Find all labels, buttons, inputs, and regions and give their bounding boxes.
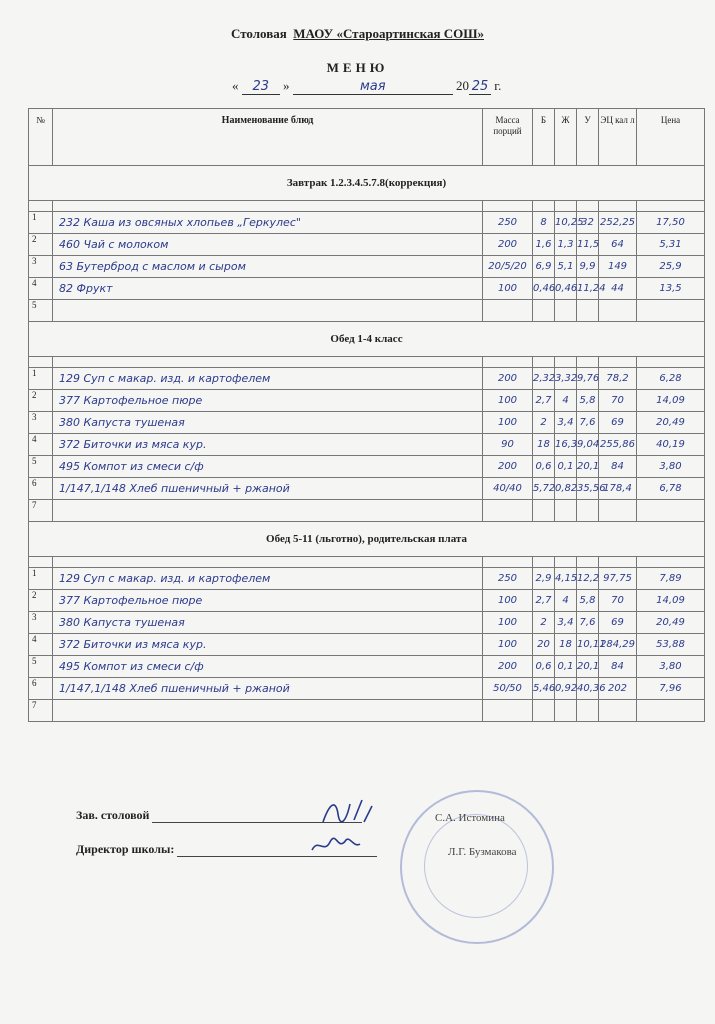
spacer-cell bbox=[555, 357, 577, 368]
cell-mass: 100 bbox=[483, 412, 533, 434]
cell-kcal: 69 bbox=[599, 412, 637, 434]
cell-kcal bbox=[599, 500, 637, 522]
cell-kcal: 84 bbox=[599, 456, 637, 478]
table-row bbox=[29, 300, 705, 322]
school-stamp bbox=[400, 790, 554, 944]
cell-zh: 3,32 bbox=[555, 368, 577, 390]
cell-b: 2,7 bbox=[533, 390, 555, 412]
cell-u: 5,8 bbox=[577, 590, 599, 612]
cell-b: 18 bbox=[533, 434, 555, 456]
cell-kcal bbox=[599, 700, 637, 722]
cell-b: 1,6 bbox=[533, 234, 555, 256]
menu-heading: МЕНЮ bbox=[326, 60, 389, 75]
cell-b: 0,46 bbox=[533, 278, 555, 300]
spacer-cell bbox=[533, 201, 555, 212]
dish-name: 380 Капуста тушеная bbox=[53, 412, 483, 434]
spacer-cell bbox=[599, 557, 637, 568]
table-header-row bbox=[29, 109, 705, 166]
table-row bbox=[29, 568, 705, 590]
col-u: У bbox=[577, 109, 599, 166]
cell-price: 40,19 bbox=[637, 434, 705, 456]
cell-zh: 5,1 bbox=[555, 256, 577, 278]
table-row bbox=[29, 500, 705, 522]
dish-name: 380 Капуста тушеная bbox=[53, 612, 483, 634]
table-row bbox=[29, 212, 705, 234]
dish-name: 1/147,1/148 Хлеб пшеничный + ржаной bbox=[53, 678, 483, 700]
row-number: 2 bbox=[29, 234, 53, 256]
date-day: 23 bbox=[242, 79, 280, 95]
cell-zh: 0,1 bbox=[555, 456, 577, 478]
col-name: Наименование блюд bbox=[53, 109, 483, 166]
table-row bbox=[29, 612, 705, 634]
dish-name: 495 Компот из смеси с/ф bbox=[53, 656, 483, 678]
cell-u: 20,1 bbox=[577, 656, 599, 678]
cell-b: 2,9 bbox=[533, 568, 555, 590]
cell-mass: 40/40 bbox=[483, 478, 533, 500]
dish-name: 82 Фрукт bbox=[53, 278, 483, 300]
cell-mass: 90 bbox=[483, 434, 533, 456]
section-header bbox=[29, 166, 705, 201]
cell-b: 20 bbox=[533, 634, 555, 656]
table-row bbox=[29, 700, 705, 722]
dish-name: 129 Суп с макар. изд. и картофелем bbox=[53, 368, 483, 390]
date-year: 25 bbox=[469, 79, 491, 95]
dish-name bbox=[53, 500, 483, 522]
cell-kcal: 255,86 bbox=[599, 434, 637, 456]
table-row bbox=[29, 278, 705, 300]
cell-price bbox=[637, 300, 705, 322]
cell-u: 32 bbox=[577, 212, 599, 234]
row-number: 2 bbox=[29, 590, 53, 612]
menu-date: « 23 » мая 20 25 г. bbox=[232, 78, 502, 94]
spacer-cell bbox=[577, 557, 599, 568]
table-row bbox=[29, 478, 705, 500]
cell-u: 11,24 bbox=[577, 278, 599, 300]
cell-zh: 1,3 bbox=[555, 234, 577, 256]
cell-mass: 250 bbox=[483, 568, 533, 590]
cell-kcal: 202 bbox=[599, 678, 637, 700]
cell-mass: 100 bbox=[483, 590, 533, 612]
row-number: 1 bbox=[29, 368, 53, 390]
cell-b: 5,72 bbox=[533, 478, 555, 500]
cell-zh bbox=[555, 300, 577, 322]
cell-price bbox=[637, 700, 705, 722]
cell-price: 25,9 bbox=[637, 256, 705, 278]
spacer-cell bbox=[637, 201, 705, 212]
cell-price: 53,88 bbox=[637, 634, 705, 656]
cell-mass: 50/50 bbox=[483, 678, 533, 700]
cell-b: 5,46 bbox=[533, 678, 555, 700]
table-row bbox=[29, 390, 705, 412]
row-number: 6 bbox=[29, 478, 53, 500]
table-row bbox=[29, 456, 705, 478]
spacer-cell bbox=[483, 201, 533, 212]
table-row bbox=[29, 590, 705, 612]
spacer-cell bbox=[555, 557, 577, 568]
cell-kcal: 70 bbox=[599, 390, 637, 412]
spacer-cell bbox=[637, 357, 705, 368]
cell-kcal: 97,75 bbox=[599, 568, 637, 590]
section-title: Завтрак 1.2.3.4.5.7.8(коррекция) bbox=[29, 166, 705, 201]
spacer-cell bbox=[599, 201, 637, 212]
cell-b bbox=[533, 700, 555, 722]
dish-name: 129 Суп с макар. изд. и картофелем bbox=[53, 568, 483, 590]
cell-u: 9,9 bbox=[577, 256, 599, 278]
cell-b: 2,32 bbox=[533, 368, 555, 390]
dish-name bbox=[53, 700, 483, 722]
row-number: 4 bbox=[29, 278, 53, 300]
cell-b bbox=[533, 300, 555, 322]
cell-b: 6,9 bbox=[533, 256, 555, 278]
cell-u: 10,11 bbox=[577, 634, 599, 656]
spacer-cell bbox=[53, 557, 483, 568]
cell-u: 5,8 bbox=[577, 390, 599, 412]
table-row bbox=[29, 656, 705, 678]
cell-zh bbox=[555, 700, 577, 722]
cell-kcal bbox=[599, 300, 637, 322]
cell-price: 14,09 bbox=[637, 390, 705, 412]
cell-price: 20,49 bbox=[637, 412, 705, 434]
spacer-cell bbox=[533, 557, 555, 568]
row-number: 3 bbox=[29, 612, 53, 634]
cell-zh: 3,4 bbox=[555, 412, 577, 434]
date-month: мая bbox=[293, 79, 453, 95]
row-number: 1 bbox=[29, 568, 53, 590]
cell-mass: 200 bbox=[483, 656, 533, 678]
section-header bbox=[29, 322, 705, 357]
canteen-title bbox=[0, 26, 715, 42]
cell-price: 20,49 bbox=[637, 612, 705, 634]
table-row bbox=[29, 368, 705, 390]
cell-zh: 16,3 bbox=[555, 434, 577, 456]
cell-price: 6,78 bbox=[637, 478, 705, 500]
spacer-cell bbox=[577, 357, 599, 368]
section-header bbox=[29, 522, 705, 557]
table-row bbox=[29, 234, 705, 256]
row-number: 2 bbox=[29, 390, 53, 412]
cell-zh: 0,92 bbox=[555, 678, 577, 700]
dish-name: 372 Биточки из мяса кур. bbox=[53, 634, 483, 656]
canteen-prefix: Столовая bbox=[230, 26, 287, 41]
table-row bbox=[29, 256, 705, 278]
cell-mass: 200 bbox=[483, 234, 533, 256]
cell-price: 7,96 bbox=[637, 678, 705, 700]
cell-u: 9,76 bbox=[577, 368, 599, 390]
cell-b: 2,7 bbox=[533, 590, 555, 612]
cell-u: 40,36 bbox=[577, 678, 599, 700]
cell-mass: 20/5/20 bbox=[483, 256, 533, 278]
row-number: 3 bbox=[29, 412, 53, 434]
cell-mass bbox=[483, 700, 533, 722]
cell-kcal: 284,29 bbox=[599, 634, 637, 656]
cell-u: 7,6 bbox=[577, 412, 599, 434]
school-name: МАОУ «Староартинская СОШ» bbox=[293, 26, 485, 41]
spacer-cell bbox=[533, 357, 555, 368]
col-b: Б bbox=[533, 109, 555, 166]
spacer-cell bbox=[483, 357, 533, 368]
cell-mass: 250 bbox=[483, 212, 533, 234]
spacer-cell bbox=[29, 357, 53, 368]
cell-zh: 0,46 bbox=[555, 278, 577, 300]
cell-price: 6,28 bbox=[637, 368, 705, 390]
row-number: 7 bbox=[29, 700, 53, 722]
row-number: 4 bbox=[29, 434, 53, 456]
cell-kcal: 178,4 bbox=[599, 478, 637, 500]
cell-mass: 100 bbox=[483, 390, 533, 412]
cell-kcal: 149 bbox=[599, 256, 637, 278]
cell-b: 8 bbox=[533, 212, 555, 234]
cell-kcal: 70 bbox=[599, 590, 637, 612]
cell-price: 7,89 bbox=[637, 568, 705, 590]
spacer-row bbox=[29, 357, 705, 368]
section-title: Обед 1-4 класс bbox=[29, 322, 705, 357]
cell-zh bbox=[555, 500, 577, 522]
cell-mass bbox=[483, 500, 533, 522]
spacer-cell bbox=[483, 557, 533, 568]
cell-zh: 4 bbox=[555, 390, 577, 412]
cell-zh: 0,82 bbox=[555, 478, 577, 500]
dish-name: 377 Картофельное пюре bbox=[53, 590, 483, 612]
spacer-cell bbox=[53, 201, 483, 212]
cell-b: 2 bbox=[533, 612, 555, 634]
cell-price: 17,50 bbox=[637, 212, 705, 234]
col-kcal: ЭЦ кал л bbox=[599, 109, 637, 166]
cell-price bbox=[637, 500, 705, 522]
col-zh: Ж bbox=[555, 109, 577, 166]
cell-zh: 18 bbox=[555, 634, 577, 656]
cell-kcal: 252,25 bbox=[599, 212, 637, 234]
cell-zh: 4,15 bbox=[555, 568, 577, 590]
cell-price: 14,09 bbox=[637, 590, 705, 612]
col-mass: Масса порций bbox=[483, 109, 533, 166]
row-number: 5 bbox=[29, 300, 53, 322]
row-number: 3 bbox=[29, 256, 53, 278]
cell-u bbox=[577, 500, 599, 522]
spacer-cell bbox=[29, 557, 53, 568]
cell-price: 5,31 bbox=[637, 234, 705, 256]
cell-u: 20,1 bbox=[577, 456, 599, 478]
spacer-cell bbox=[29, 201, 53, 212]
row-number: 7 bbox=[29, 500, 53, 522]
cell-zh: 10,25 bbox=[555, 212, 577, 234]
cell-zh: 4 bbox=[555, 590, 577, 612]
spacer-cell bbox=[555, 201, 577, 212]
dish-name: 372 Биточки из мяса кур. bbox=[53, 434, 483, 456]
dish-name bbox=[53, 300, 483, 322]
dish-name: 495 Компот из смеси с/ф bbox=[53, 456, 483, 478]
cell-b bbox=[533, 500, 555, 522]
col-num: № bbox=[29, 109, 53, 166]
table-row bbox=[29, 678, 705, 700]
spacer-cell bbox=[599, 357, 637, 368]
cell-u: 12,2 bbox=[577, 568, 599, 590]
director-signature-scribble bbox=[308, 828, 368, 862]
cell-mass: 100 bbox=[483, 278, 533, 300]
cell-zh: 3,4 bbox=[555, 612, 577, 634]
menu-table bbox=[28, 108, 705, 722]
row-number: 5 bbox=[29, 456, 53, 478]
cell-u: 9,04 bbox=[577, 434, 599, 456]
cell-mass bbox=[483, 300, 533, 322]
dish-name: 377 Картофельное пюре bbox=[53, 390, 483, 412]
cell-u bbox=[577, 700, 599, 722]
table-row bbox=[29, 434, 705, 456]
spacer-row bbox=[29, 557, 705, 568]
cell-u: 35,56 bbox=[577, 478, 599, 500]
row-number: 4 bbox=[29, 634, 53, 656]
head-label: Зав. столовой bbox=[76, 808, 150, 822]
dish-name: 63 Бутерброд с маслом и сыром bbox=[53, 256, 483, 278]
cell-u: 7,6 bbox=[577, 612, 599, 634]
cell-kcal: 78,2 bbox=[599, 368, 637, 390]
director-label: Директор школы: bbox=[76, 842, 175, 856]
cell-kcal: 69 bbox=[599, 612, 637, 634]
cell-price: 13,5 bbox=[637, 278, 705, 300]
cell-kcal: 84 bbox=[599, 656, 637, 678]
director-name: Л.Г. Бузмакова bbox=[448, 846, 517, 858]
row-number: 6 bbox=[29, 678, 53, 700]
cell-price: 3,80 bbox=[637, 456, 705, 478]
spacer-cell bbox=[53, 357, 483, 368]
head-name: С.А. Истомина bbox=[435, 812, 505, 824]
row-number: 5 bbox=[29, 656, 53, 678]
cell-mass: 200 bbox=[483, 456, 533, 478]
table-row bbox=[29, 634, 705, 656]
section-title: Обед 5-11 (льготно), родительская плата bbox=[29, 522, 705, 557]
cell-kcal: 44 bbox=[599, 278, 637, 300]
cell-b: 0,6 bbox=[533, 456, 555, 478]
cell-price: 3,80 bbox=[637, 656, 705, 678]
cell-mass: 200 bbox=[483, 368, 533, 390]
cell-u bbox=[577, 300, 599, 322]
cell-b: 0,6 bbox=[533, 656, 555, 678]
col-price: Цена bbox=[637, 109, 705, 166]
table-row bbox=[29, 412, 705, 434]
spacer-cell bbox=[637, 557, 705, 568]
spacer-cell bbox=[577, 201, 599, 212]
dish-name: 460 Чай с молоком bbox=[53, 234, 483, 256]
spacer-row bbox=[29, 201, 705, 212]
cell-kcal: 64 bbox=[599, 234, 637, 256]
cell-u: 11,5 bbox=[577, 234, 599, 256]
dish-name: 1/147,1/148 Хлеб пшеничный + ржаной bbox=[53, 478, 483, 500]
head-signature-scribble bbox=[318, 792, 378, 832]
cell-zh: 0,1 bbox=[555, 656, 577, 678]
date-year-prefix: 20 bbox=[456, 78, 469, 93]
cell-b: 2 bbox=[533, 412, 555, 434]
row-number: 1 bbox=[29, 212, 53, 234]
cell-mass: 100 bbox=[483, 612, 533, 634]
cell-mass: 100 bbox=[483, 634, 533, 656]
dish-name: 232 Каша из овсяных хлопьев „Геркулес" bbox=[53, 212, 483, 234]
